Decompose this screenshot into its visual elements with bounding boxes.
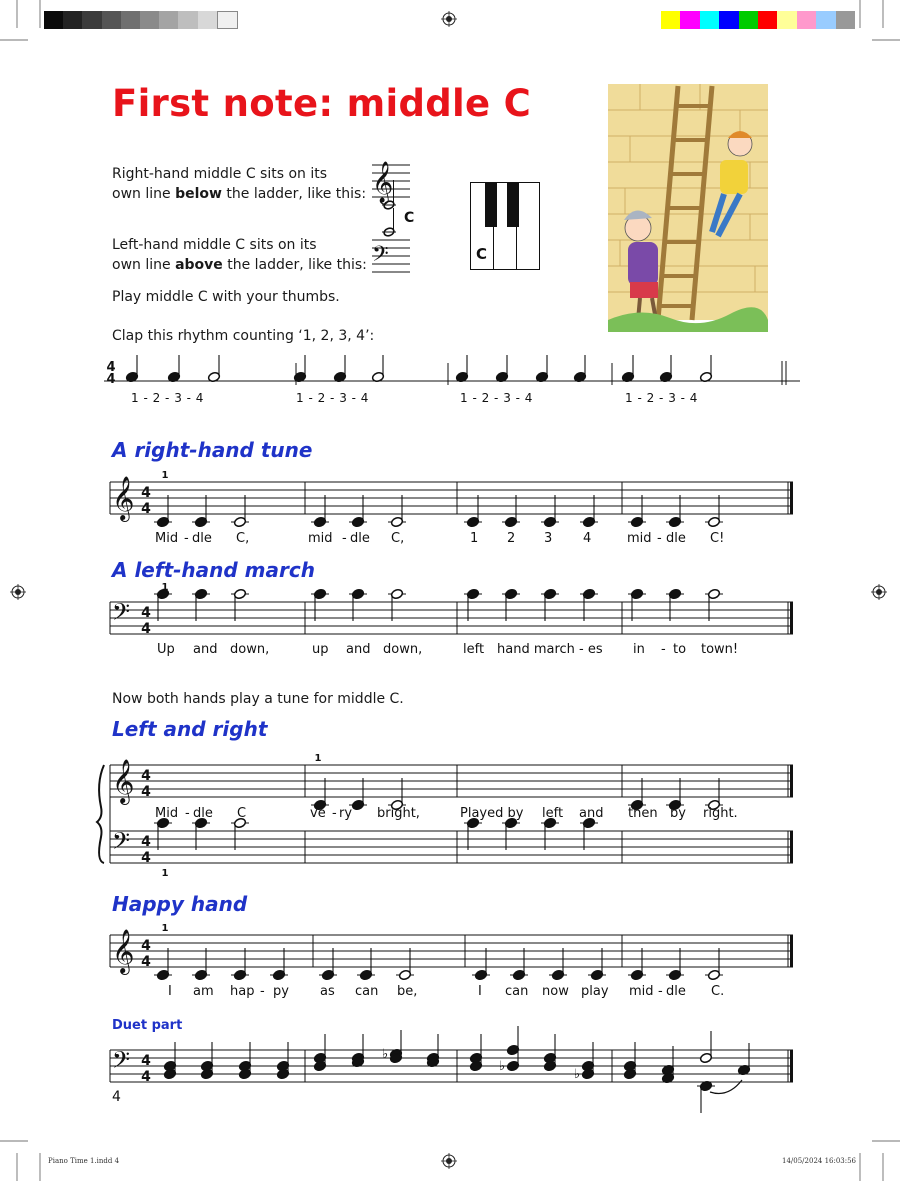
quarter-note <box>270 948 288 981</box>
quarter-note <box>502 588 520 621</box>
bass-clef-icon: 𝄢 <box>112 598 131 631</box>
lyric-syllable: py <box>273 984 289 999</box>
quarter-note <box>580 588 598 621</box>
time-signature-bottom: 4 <box>141 954 151 970</box>
half-note <box>231 495 249 528</box>
lyric-syllable: down, <box>230 642 270 657</box>
final-barline <box>790 602 793 634</box>
flat-sign-icon: ♭ <box>499 1059 506 1074</box>
lyric-syllable: - <box>185 806 190 821</box>
time-signature-bottom: 4 <box>141 621 151 637</box>
heading-left-and-right: Left and right <box>112 717 268 741</box>
lyric-syllable: now <box>542 984 569 999</box>
chord-dyad <box>313 1034 326 1072</box>
lyric-syllable: - <box>661 642 666 657</box>
lyric-syllable: mid <box>629 984 654 999</box>
lyric-syllable: Mid <box>155 531 179 546</box>
quarter-note <box>349 495 367 528</box>
lyric-syllable: dle <box>666 531 686 546</box>
lyric-syllable: hap <box>230 984 255 999</box>
finger-number: 1 <box>161 582 169 593</box>
time-signature-bottom: 4 <box>141 1069 151 1085</box>
lyric-syllable: can <box>505 984 529 999</box>
lyric-syllable: in <box>633 642 645 657</box>
lyric-syllable: - <box>184 531 189 546</box>
lyric-syllable: - <box>657 531 662 546</box>
chord-dyad <box>200 1042 213 1080</box>
time-signature-bottom: 4 <box>141 850 151 866</box>
count-label: 1 - 2 - 3 - 4 <box>460 391 533 405</box>
quarter-note <box>510 948 528 981</box>
count-label: 1 - 2 - 3 - 4 <box>625 391 698 405</box>
quarter-note <box>737 1043 750 1076</box>
half-note <box>396 948 414 981</box>
final-barline <box>790 1050 793 1082</box>
both-hands-text: Now both hands play a tune for middle C. <box>112 691 404 707</box>
lyric-syllable: Mid <box>155 806 179 821</box>
finger-number: 1 <box>161 868 169 879</box>
quarter-note <box>541 588 559 621</box>
half-note <box>705 948 723 981</box>
finger-number: 1 <box>314 753 322 764</box>
quarter-note <box>464 817 482 850</box>
lyric-syllable: mid <box>627 531 652 546</box>
final-barline <box>790 765 793 797</box>
bass-clef-icon: 𝄢 <box>372 242 389 272</box>
page-number: 4 <box>112 1089 121 1105</box>
quarter-note <box>666 948 684 981</box>
chord-dyad <box>469 1034 482 1072</box>
half-note <box>388 495 406 528</box>
lyric-syllable: to <box>673 642 687 657</box>
clap-text: Clap this rhythm counting ‘1, 2, 3, 4’: <box>112 328 375 344</box>
quarter-note <box>472 948 490 981</box>
final-barline <box>790 935 793 967</box>
lyric-syllable: I <box>168 984 172 999</box>
time-signature-top: 4 <box>141 485 151 501</box>
lyric-syllable: as <box>320 984 335 999</box>
quarter-note <box>154 588 172 621</box>
lyric-syllable: 2 <box>507 531 516 546</box>
brace-icon <box>97 765 104 863</box>
staff <box>110 759 793 805</box>
lyric-syllable: 4 <box>583 531 592 546</box>
lyric-syllable: left <box>463 642 485 657</box>
quarter-note <box>697 1080 715 1113</box>
time-signature-bottom: 4 <box>106 372 116 387</box>
lyric-syllable: mid <box>308 531 333 546</box>
staff <box>110 476 793 522</box>
lyric-syllable: Up <box>157 642 175 657</box>
flat-sign-icon: ♭ <box>574 1067 581 1082</box>
final-barline <box>790 831 793 863</box>
count-label: 1 - 2 - 3 - 4 <box>131 391 204 405</box>
time-signature-top: 4 <box>141 834 151 850</box>
staff-note-letter: C <box>404 210 415 226</box>
page-title: First note: middle C <box>112 82 532 125</box>
chord-dyad <box>623 1042 636 1080</box>
lyric-syllable: C! <box>710 531 725 546</box>
lyric-syllable: and <box>579 806 604 821</box>
quarter-note <box>154 948 172 981</box>
chord-dyad <box>238 1042 251 1080</box>
duet-part-label: Duet part <box>112 1018 183 1033</box>
quarter-note <box>628 948 646 981</box>
heading-left-hand-march: A left-hand march <box>112 558 315 582</box>
quarter-note <box>588 948 606 981</box>
time-signature-top: 4 <box>106 360 116 375</box>
half-note <box>705 495 723 528</box>
chord-dyad <box>574 1042 595 1082</box>
quarter-note <box>580 817 598 850</box>
quarter-note <box>154 495 172 528</box>
lyric-syllable: dle <box>193 806 213 821</box>
lyric-syllable: - <box>342 531 347 546</box>
staff <box>110 598 793 637</box>
half-note <box>705 588 723 621</box>
quarter-note <box>541 495 559 528</box>
staff <box>110 827 793 866</box>
keyboard-c-label: C <box>476 245 488 263</box>
slug-right: 14/05/2024 16:03:56 <box>782 1157 857 1165</box>
lh-middle-c-text: Left-hand middle C sits on its own line above the ladder, like this: <box>112 237 367 273</box>
lyric-syllable: C. <box>711 984 725 999</box>
time-signature-bottom: 4 <box>141 784 151 800</box>
lyric-syllable: ve <box>310 806 326 821</box>
chord-dyad <box>661 1046 674 1084</box>
quarter-note <box>357 948 375 981</box>
lyric-syllable: can <box>355 984 379 999</box>
chord-dyad <box>276 1042 289 1080</box>
time-signature-top: 4 <box>141 938 151 954</box>
lyric-syllable: C <box>237 806 247 821</box>
quarter-note <box>502 495 520 528</box>
quarter-note <box>231 948 249 981</box>
finger-number: 1 <box>161 470 169 481</box>
lyric-syllable: up <box>312 642 329 657</box>
chord-dyad <box>382 1030 403 1064</box>
time-signature-top: 4 <box>141 1053 151 1069</box>
heading-right-hand-tune: A right-hand tune <box>112 438 313 462</box>
final-barline <box>790 482 793 514</box>
half-note <box>231 817 249 850</box>
time-signature-bottom: 4 <box>141 501 151 517</box>
quarter-note <box>154 817 172 850</box>
lyric-syllable: - <box>332 806 337 821</box>
lyric-syllable: hand march - es <box>497 642 603 657</box>
lyric-syllable: ry <box>339 806 353 821</box>
lyric-syllable: 3 <box>544 531 553 546</box>
treble-clef-icon: 𝄞 <box>112 929 135 973</box>
lyric-syllable: dle <box>192 531 212 546</box>
quarter-note <box>192 588 210 621</box>
staff <box>110 929 793 975</box>
quarter-note <box>628 588 646 621</box>
time-signature-top: 4 <box>141 768 151 784</box>
lyric-syllable: Played by <box>460 806 524 821</box>
heading-happy-hand: Happy hand <box>112 892 248 916</box>
lyric-syllable: and <box>346 642 371 657</box>
lyric-syllable: I <box>478 984 482 999</box>
half-note <box>231 588 249 621</box>
lyric-syllable: then <box>628 806 658 821</box>
lyric-syllable: be, <box>397 984 418 999</box>
treble-clef-icon: 𝄞 <box>112 759 135 803</box>
quarter-note <box>628 495 646 528</box>
lyric-syllable: am <box>193 984 214 999</box>
chord-dyad <box>163 1042 176 1080</box>
quarter-note <box>311 495 329 528</box>
lyric-syllable: 1 <box>470 531 479 546</box>
rh-middle-c-text: Right-hand middle C sits on its own line below the ladder, like this: <box>112 166 367 202</box>
lyric-syllable: play <box>581 984 609 999</box>
thumbs-text: Play middle C with your thumbs. <box>112 289 340 305</box>
lyric-syllable: dle <box>350 531 370 546</box>
half-note <box>388 588 406 621</box>
treble-clef-icon: 𝄞 <box>372 162 394 203</box>
lyric-syllable: - <box>260 984 265 999</box>
bass-clef-icon: 𝄢 <box>112 827 131 860</box>
quarter-note <box>311 588 329 621</box>
lyric-syllable: town! <box>701 642 739 657</box>
half-note <box>699 1031 712 1064</box>
quarter-note <box>319 948 337 981</box>
count-label: 1 - 2 - 3 - 4 <box>296 391 369 405</box>
chord-dyad <box>426 1034 439 1068</box>
quarter-note <box>349 588 367 621</box>
lyric-syllable: by <box>670 806 686 821</box>
quarter-note <box>580 495 598 528</box>
quarter-note <box>464 495 482 528</box>
lyric-syllable: left <box>542 806 564 821</box>
time-signature-top: 4 <box>141 605 151 621</box>
flat-sign-icon: ♭ <box>382 1047 389 1062</box>
chord-dyad <box>543 1034 556 1072</box>
lyric-syllable: down, <box>383 642 423 657</box>
quarter-note <box>541 817 559 850</box>
chord-dyad <box>351 1034 364 1068</box>
lyric-syllable: C, <box>236 531 250 546</box>
lyric-syllable: and <box>193 642 218 657</box>
lyric-syllable: C, <box>391 531 405 546</box>
slug-left: Piano Time 1.indd 4 <box>48 1157 120 1165</box>
finger-number: 1 <box>161 923 169 934</box>
quarter-note <box>192 948 210 981</box>
quarter-note <box>192 495 210 528</box>
quarter-note <box>502 817 520 850</box>
treble-clef-icon: 𝄞 <box>112 476 135 520</box>
quarter-note <box>192 817 210 850</box>
quarter-note <box>666 495 684 528</box>
lyric-syllable: - <box>658 984 663 999</box>
quarter-note <box>549 948 567 981</box>
lyric-syllable: dle <box>666 984 686 999</box>
lyric-syllable: right. <box>703 806 738 821</box>
bass-clef-icon: 𝄢 <box>112 1046 131 1079</box>
quarter-note <box>666 588 684 621</box>
quarter-note <box>464 588 482 621</box>
lyric-syllable: bright, <box>377 806 420 821</box>
